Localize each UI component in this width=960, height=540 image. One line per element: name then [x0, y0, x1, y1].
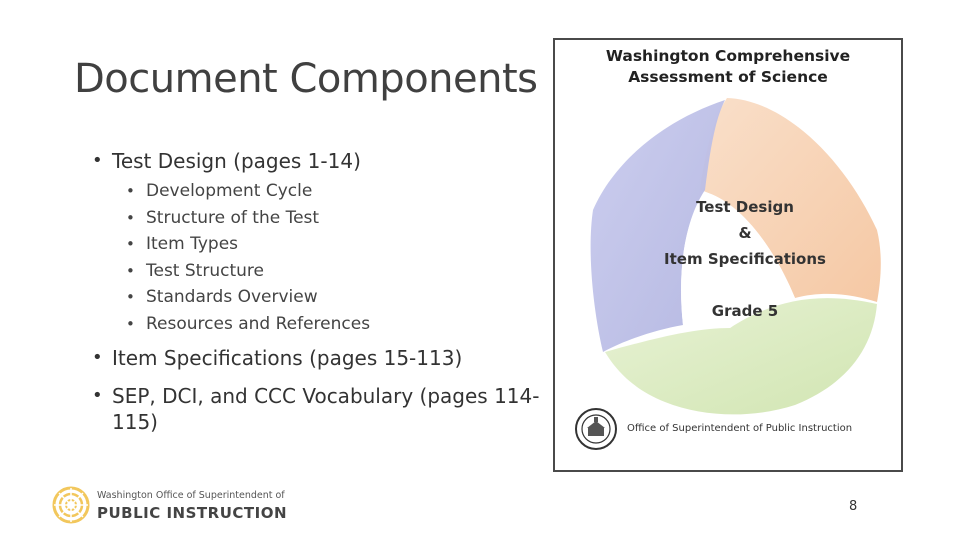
sub-bullet: • Standards Overview — [90, 284, 550, 311]
cover-title: Washington Comprehensive Assessment of Science — [605, 47, 851, 86]
cover-grade: Grade 5 — [711, 302, 779, 320]
sub-bullet: • Test Structure — [90, 258, 550, 285]
bullet-list — [90, 148, 550, 435]
cover-office-text: Office of Superintendent of Public Instruction — [627, 423, 853, 434]
bullet-vocabulary: • SEP, DCI, and CCC Vocabulary (pages 114-115) — [90, 383, 550, 435]
sub-bullet-list — [90, 178, 550, 337]
sub-bullet: • Development Cycle — [90, 178, 550, 205]
sub-bullet: • Structure of the Test — [90, 205, 550, 232]
bullet-item-specifications: • Item Specifications (pages 15-113) — [90, 345, 550, 371]
slide-title: Document Components — [74, 56, 538, 102]
state-seal-icon — [575, 408, 617, 450]
sub-bullet: • Resources and References — [90, 311, 550, 338]
page-number: 8 — [849, 499, 858, 514]
cover-subtitle: Test Design & Item Specifications — [664, 198, 826, 268]
footer-org-big: PUBLIC INSTRUCTION — [97, 504, 288, 522]
footer-org-small: Washington Office of Superintendent of — [97, 490, 285, 501]
sub-bullet: • Item Types — [90, 231, 550, 258]
document-cover-image — [553, 38, 903, 472]
ospi-logo-icon — [52, 486, 90, 524]
bullet-test-design: • Test Design (pages 1-14) — [90, 148, 550, 174]
